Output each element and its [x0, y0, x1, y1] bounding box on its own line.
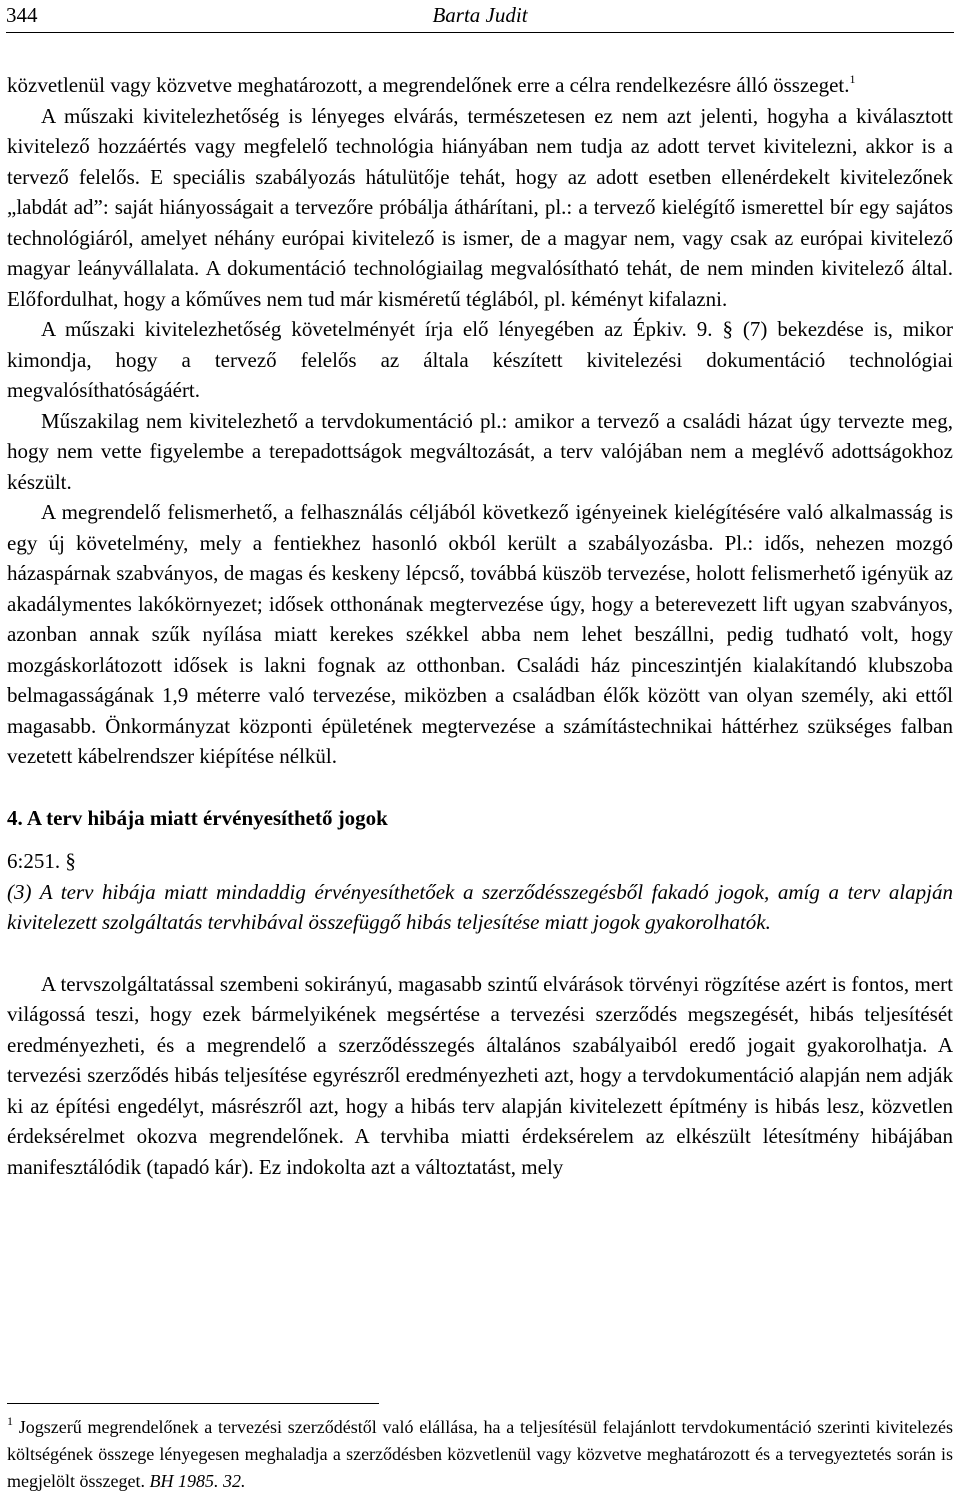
paragraph-1-text: közvetlenül vagy közvetve meghatározott, a megrendelőnek erre a célra rendelkezésre álló összeget. — [7, 73, 850, 97]
paragraph-5: A megrendelő felismerhető, a felhasználás céljából következő igényeinek kielégítésére való alkalmasság is egy új követelmény, mely a fentiekhez hasonló okból került a szabályozásba. Pl.: idős, nehezen mozgó házaspárnak szabványos, de magas és keskeny lépcső, továbbá küszöb tervezése, holott felismerhető igényük az akadálymentes lakókörnyezet; idősek otthonának megtervezése úgy, hogy a beterevezett lift ugyan szabványos, azonban annak szűk nyílása miatt kerekes székkel abba nem lehet beszállni, pedig tudható volt, hogy mozgáskorlátozott idősek is lakni fognak az otthonban. Családi ház pinceszintjén kialakítandó klubszoba belmagasságának 1,9 méterre való tervezése, miközben a családban élők között van olyan személy, aki ettől magasabb. Önkormányzat központi épületének megtervezése a számítástechnikai háttérhez szükséges falban vezetett kábelrendszer kiépítése nélkül. — [7, 500, 953, 768]
page-header — [6, 0, 954, 33]
law-quote: (3) A terv hibája miatt mindaddig érvényesíthetőek a szerződésszegésből fakadó jogok, amíg a terv alapján kivitelezett szolgáltatás tervhibával összefüggő hibás teljesítése miatt jogok gyakorolhatók. — [7, 879, 953, 934]
paragraph-1 — [7, 70, 953, 101]
footnote-text: Jogszerű megrendelőnek a tervezési szerződéstől való elállása, ha a teljesítésül felajánlott tervdokumentáció szerinti kivitelezés költségének összege lényegesen meghaladja a szerződésben közvetlenül vagy közvetve meghatározott és a tervegyeztetés során is megjelölt összeget. — [7, 1417, 953, 1491]
footnote-reference: 1 — [849, 72, 856, 86]
page-number: 344 — [6, 3, 38, 27]
paragraph-3: A műszaki kivitelezhetőség követelményét írja elő lényegében az Épkiv. 9. § (7) bekezdése is, mikor kimondja, hogy a tervező felelős az általa készített kivitelezési dokumentáció technológiai megvalósíthatóságáért. — [7, 317, 953, 402]
paragraph-2: A műszaki kivitelezhetőség is lényeges elvárás, természetesen ez nem azt jelenti, hogyha a kiválasztott kivitelező hozzáértés vagy megfelelő technológia hiányában nem tudja az adott tervet kivitelezni, akkor is a tervező felelős. E speciális szabályozás hátulütője tehát, hogy az adott esetben ellenérdekelt kivitelezőnek „labdát ad”: saját hiányosságait a tervezőre próbálja áthárítani, pl.: a tervező kielégítő ismerettel bír egy sajátos technológiáról, amelyet néhány európai kivitelező is ismer, de a magyar nem, vagy csak az európai kivitelező magyar leányvállalata. A dokumentáció technológiailag megvalósítható tehát, de nem minden kivitelező által. Előfordulhat, hogy a kőműves nem tud már kisméretű téglából, pl. kéményt kifalazni. — [7, 103, 953, 311]
law-reference: 6:251. § — [7, 849, 76, 873]
footnote — [7, 1414, 953, 1495]
paragraph-4: Műszakilag nem kivitelezhető a tervdokumentáció pl.: amikor a tervező a családi házat úgy tervezte meg, hogy nem vette figyelembe a terepadottságok megváltozását, a terv valójában nem a meglévő adottságokhoz készült. — [7, 408, 953, 494]
main-text — [7, 70, 953, 1182]
section-heading: 4. A terv hibája miatt érvényesíthető jogok — [7, 805, 388, 830]
footnote-number: 1 — [7, 1414, 13, 1428]
footnote-paragraph — [7, 1414, 953, 1495]
footnote-separator — [7, 1403, 379, 1404]
footnote-citation: BH 1985. 32. — [149, 1471, 246, 1491]
running-author: Barta Judit — [432, 3, 528, 27]
paragraph-6: A tervszolgáltatással szembeni sokirányú, magasabb szintű elvárások törvényi rögzítése azért is fontos, mert világossá teszi, hogy ezek bármelyikének megsértése a tervezési szerződés megszegését, hibás teljesítését eredményezheti, és a megrendelő a szerződésszegés általános szabályaiból eredő jogait gyakorolhatja. A tervezési szerződés hibás teljesítése egyrészről eredményezheti azt, hogy a tervdokumentáció alapján nem adják ki az építési engedélyt, másrészről azt, hogy a hibás terv alapján kivitelezett építmény is hibás lesz, közvetlen érdeksérelmet okozva megrendelőnek. A tervhiba miatti érdeksérelem az elkészült létesítmény hibájában manifesztálódik (tapadó kár). Ez indokolta azt a változtatást, mely — [7, 971, 953, 1179]
